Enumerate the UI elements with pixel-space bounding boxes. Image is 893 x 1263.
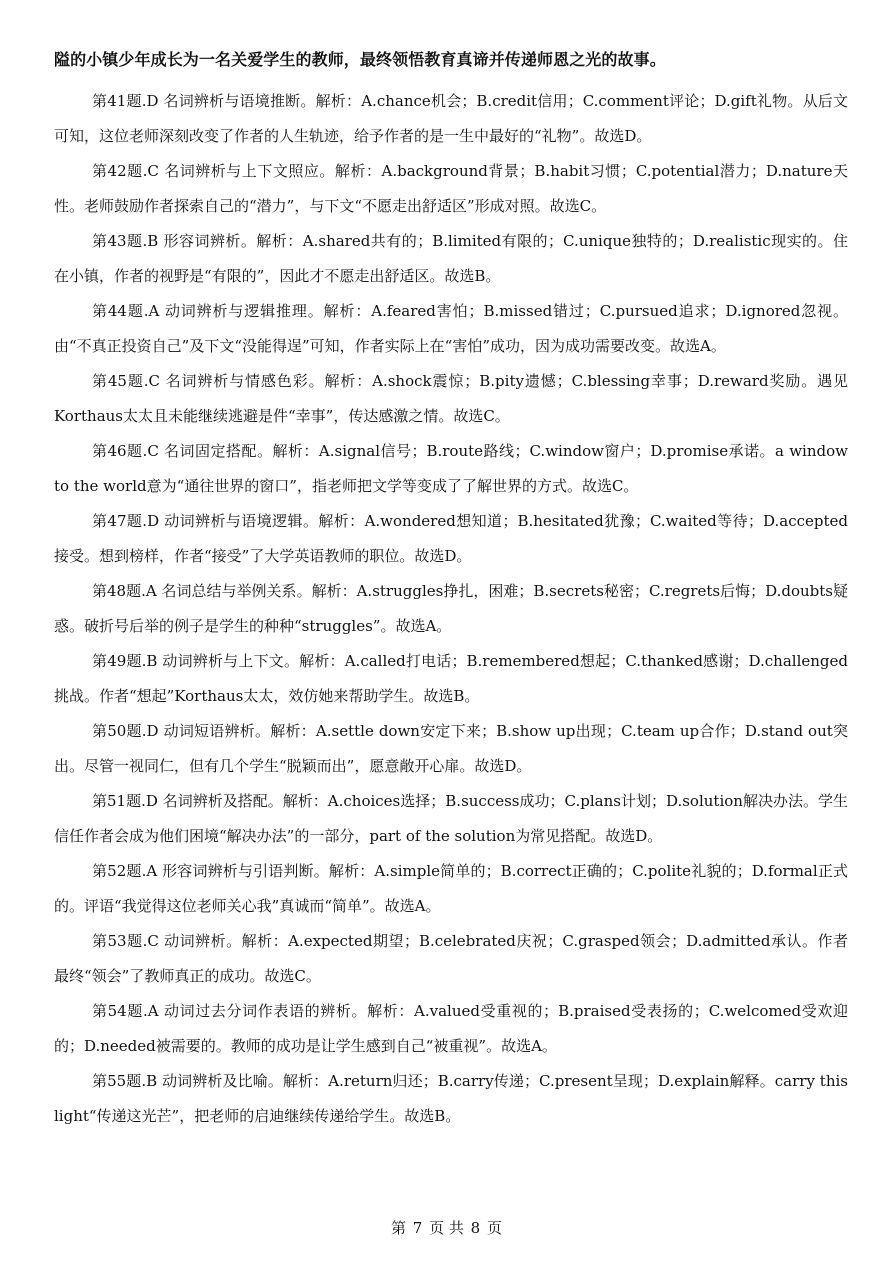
- explanation-paragraph: 第42题.C 名词辨析与上下文照应。解析：A.background背景；B.habit习惯；C.potential潜力；D.nature天性。老师鼓励作者探索自己的“潜力”，与下文“不愿走出舒适区”形成对照。故选C。: [54, 162, 848, 215]
- footer-middle: 页 共: [429, 1219, 464, 1237]
- explanation-paragraph: 第54题.A 动词过去分词作表语的辨析。解析：A.valued受重视的；B.praised受表扬的；C.welcomed受欢迎的；D.needed被需要的。教师的成功是让学生感到自己“被重视”。故选A。: [54, 1002, 848, 1055]
- explanation-paragraph: 第44题.A 动词辨析与逻辑推理。解析：A.feared害怕；B.missed错过；C.pursued追求；D.ignored忽视。由“不真正投资自己”及下文“没能得逞”可知，作者实际上在“害怕”成功，因为成功需要改变。故选A。: [54, 302, 848, 355]
- answer-explanations: [54, 84, 848, 1134]
- explanation-paragraph: 第55题.B 动词辨析及比喻。解析：A.return归还；B.carry传递；C.present呈现；D.explain解释。carry this light“传递这光芒”，把老师的启迪继续传递给学生。故选B。: [54, 1072, 848, 1125]
- explanation-paragraph: 第48题.A 名词总结与举例关系。解析：A.struggles挣扎，困难；B.secrets秘密；C.regrets后悔；D.doubts疑惑。破折号后举的例子是学生的种种“struggles”。故选A。: [54, 582, 848, 635]
- explanation-paragraph: 第49题.B 动词辨析与上下文。解析：A.called打电话；B.remembered想起；C.thanked感谢；D.challenged挑战。作者“想起”Korthaus太太，效仿她来帮助学生。故选B。: [54, 652, 848, 705]
- explanation-paragraph: 第43题.B 形容词辨析。解析：A.shared共有的；B.limited有限的；C.unique独特的；D.realistic现实的。住在小镇，作者的视野是“有限的”，因此才不愿走出舒适区。故选B。: [54, 232, 848, 285]
- explanation-paragraph: 第46题.C 名词固定搭配。解析：A.signal信号；B.route路线；C.window窗户；D.promise承诺。a window to the world意为“通往世界的窗口”，指老师把文学等变成了了解世界的方式。故选C。: [54, 442, 848, 495]
- explanation-paragraph: 第47题.D 动词辨析与语境逻辑。解析：A.wondered想知道；B.hesitated犹豫；C.waited等待；D.accepted接受。想到榜样，作者“接受”了大学英语教师的职位。故选D。: [54, 512, 848, 565]
- footer-page-number: 7: [412, 1219, 423, 1237]
- explanation-paragraph: 第52题.A 形容词辨析与引语判断。解析：A.simple简单的；B.correct正确的；C.polite礼貌的；D.formal正式的。评语“我觉得这位老师关心我”真诚而“简单”。故选A。: [54, 862, 848, 915]
- footer-total-pages: 8: [470, 1219, 481, 1237]
- footer-suffix: 页: [487, 1219, 503, 1237]
- page-footer: [0, 1218, 893, 1238]
- document-page: [54, 48, 848, 1134]
- explanation-paragraph: 第50题.D 动词短语辨析。解析：A.settle down安定下来；B.show up出现；C.team up合作；D.stand out突出。尽管一视同仁，但有几个学生“脱颖而出”，愿意敞开心扉。故选D。: [54, 722, 848, 775]
- explanation-paragraph: 第45题.C 名词辨析与情感色彩。解析：A.shock震惊；B.pity遗憾；C.blessing幸事；D.reward奖励。遇见Korthaus太太且未能继续逃避是件“幸事”，传达感激之情。故选C。: [54, 372, 848, 425]
- intro-line: 隘的小镇少年成长为一名关爱学生的教师，最终领悟教育真谛并传递师恩之光的故事。: [54, 50, 666, 69]
- footer-prefix: 第: [390, 1219, 406, 1237]
- explanation-paragraph: 第41题.D 名词辨析与语境推断。解析：A.chance机会；B.credit信用；C.comment评论；D.gift礼物。从后文可知，这位老师深刻改变了作者的人生轨迹，给予作者的是一生中最好的“礼物”。故选D。: [54, 92, 848, 145]
- explanation-paragraph: 第53题.C 动词辨析。解析：A.expected期望；B.celebrated庆祝；C.grasped领会；D.admitted承认。作者最终“领会”了教师真正的成功。故选C。: [54, 932, 848, 985]
- explanation-paragraph: 第51题.D 名词辨析及搭配。解析：A.choices选择；B.success成功；C.plans计划；D.solution解决办法。学生信任作者会成为他们困境“解决办法”的一部分，part of the solution为常见搭配。故选D。: [54, 792, 848, 845]
